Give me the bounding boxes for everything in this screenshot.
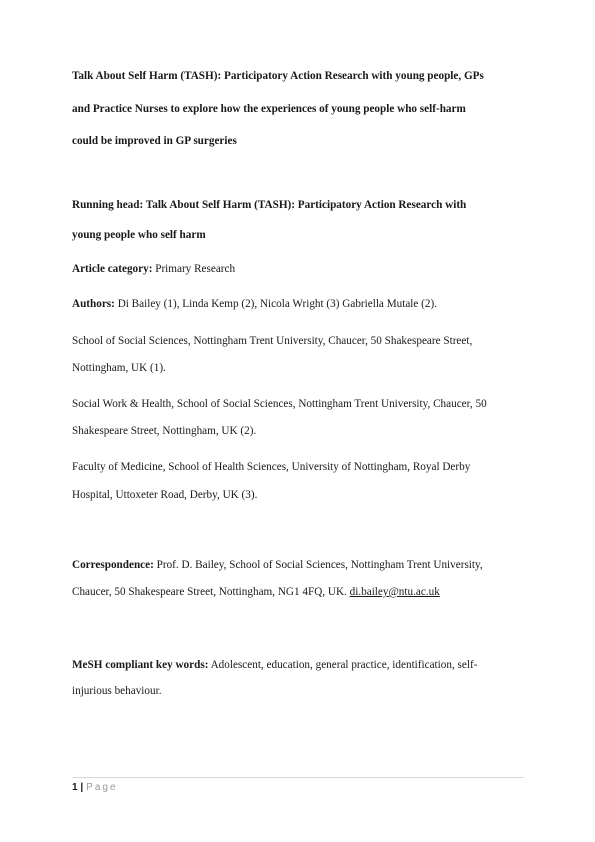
affiliation-1-line-1: School of Social Sciences, Nottingham Trent University, Chaucer, 50 Shakespeare Street, [72,335,473,347]
footer-separator: | [80,782,84,793]
affiliation-3-line-1: Faculty of Medicine, School of Health Sciences, University of Nottingham, Royal Derby [72,461,471,473]
running-head-line-2: young people who self harm [72,229,206,241]
running-head-line-1: Running head: Talk About Self Harm (TASH): Participatory Action Research with [72,199,467,211]
article-category [72,261,524,277]
keywords-label: MeSH compliant key words: [72,659,209,671]
affiliation-2-line-1: Social Work & Health, School of Social Sciences, Nottingham Trent University, Chaucer, 50 [72,398,487,410]
correspondence-text-2: Chaucer, 50 Shakespeare Street, Nottingham, NG1 4FQ, UK. [72,586,350,598]
correspondence-line-1 [72,557,524,573]
authors [72,296,524,312]
article-category-value: Primary Research [152,263,236,275]
title-line-2: and Practice Nurses to explore how the experiences of young people who self-harm [72,103,466,115]
correspondence-text-1: Prof. D. Bailey, School of Social Sciences, Nottingham Trent University, [153,559,483,571]
authors-label: Authors: [72,298,115,310]
keywords-line-2: injurious behaviour. [72,685,162,697]
affiliation-3-line-2: Hospital, Uttoxeter Road, Derby, UK (3). [72,489,258,501]
page-number: 1 [72,782,78,793]
title-line-3: could be improved in GP surgeries [72,135,237,147]
page-label: Page [86,782,118,793]
page-footer [72,777,524,798]
correspondence-label: Correspondence: [72,559,154,571]
article-category-label: Article category: [72,263,153,275]
affiliation-2-line-2: Shakespeare Street, Nottingham, UK (2). [72,425,257,437]
correspondence-line-2 [72,584,524,600]
keywords-text-1: Adolescent, education, general practice, identification, self- [208,659,478,671]
title-line-1: Talk About Self Harm (TASH): Participatory Action Research with young people, GPs [72,70,484,82]
authors-value: Di Bailey (1), Linda Kemp (2), Nicola Wright (3) Gabriella Mutale (2). [114,298,438,310]
correspondence-email-link[interactable]: di.bailey@ntu.ac.uk [349,586,440,598]
keywords-line-1 [72,657,524,673]
affiliation-1-line-2: Nottingham, UK (1). [72,362,166,374]
